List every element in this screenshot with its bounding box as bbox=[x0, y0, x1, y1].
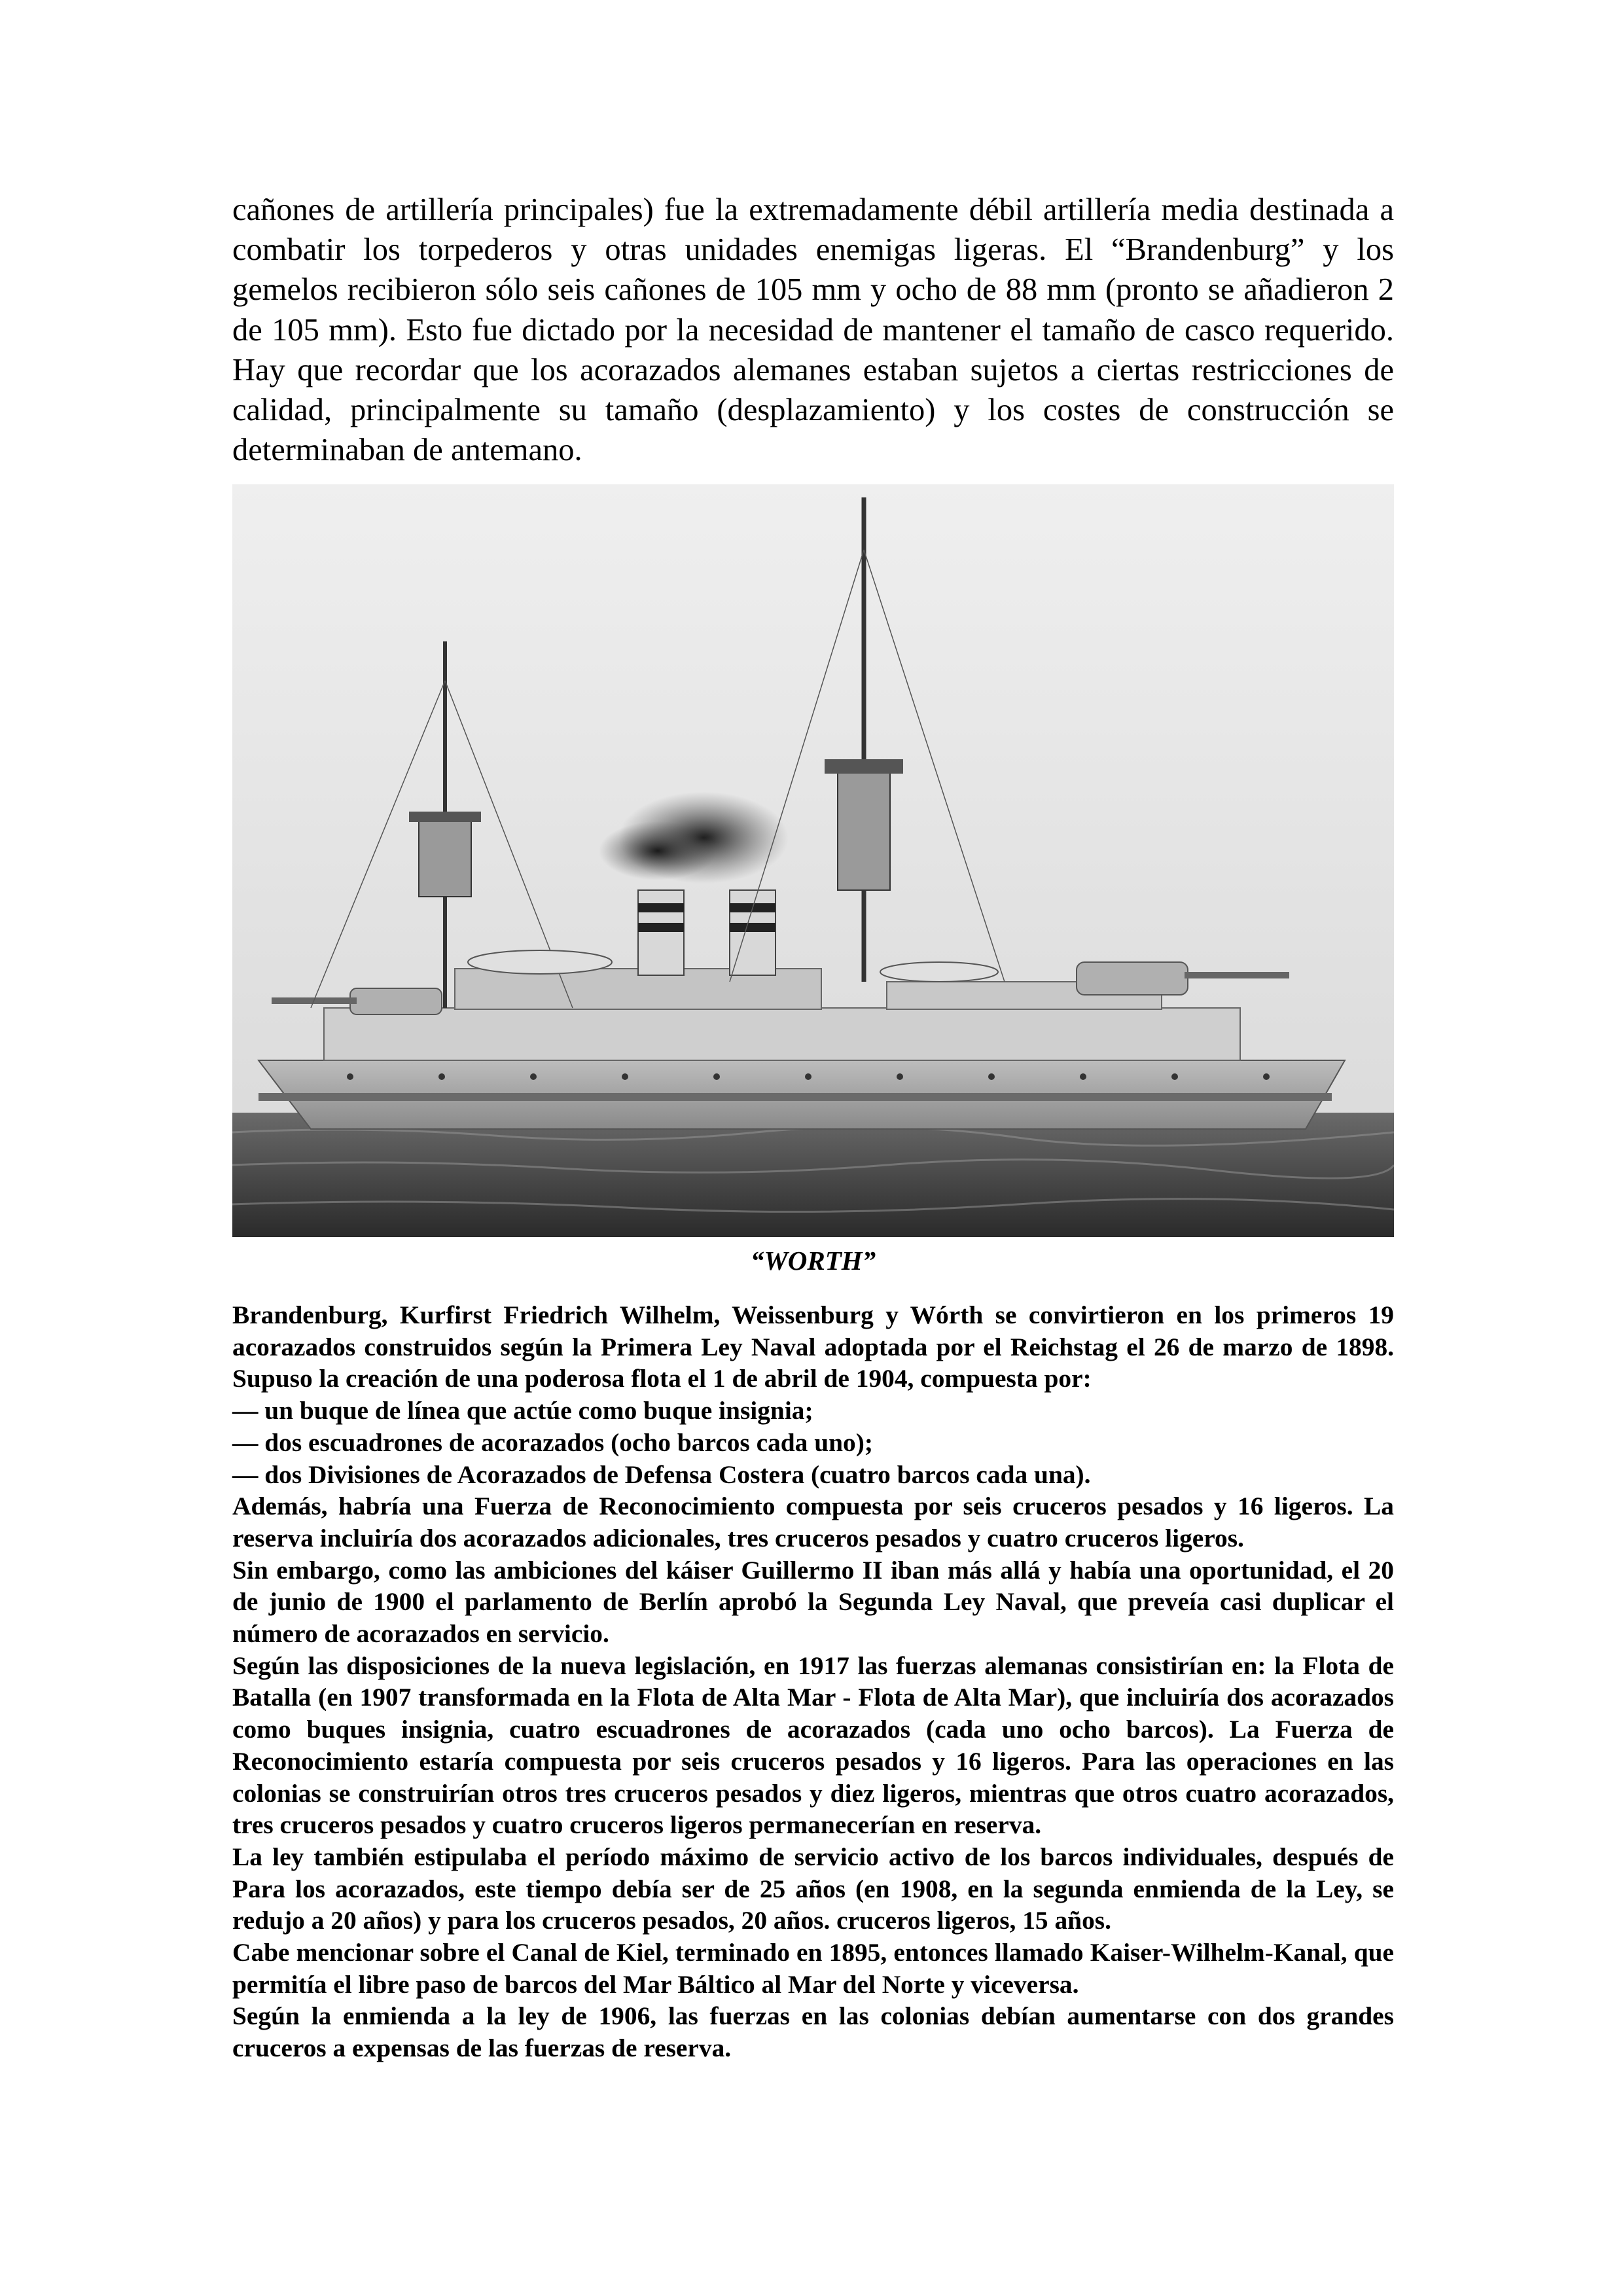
battleship-illustration bbox=[232, 484, 1394, 1237]
list-item: — dos escuadrones de acorazados (ocho barcos cada uno); bbox=[232, 1427, 873, 1457]
funnel-fore bbox=[730, 890, 776, 975]
list-item: — un buque de línea que actúe como buque insignia; bbox=[232, 1396, 813, 1426]
paragraph: Además, habría una Fuerza de Reconocimiento compuesta por seis cruceros pesados y 16 ligeros. La reserva incluiría dos acorazados adicionales, tres cruceros pesados y cuatro cruceros ligeros. bbox=[232, 1492, 1394, 1552]
paragraph: Sin embargo, como las ambiciones del káiser Guillermo II iban más allá y había una oportunidad, el 20 de junio de 1900 el parlamento de Berlín aprobó la Segunda Ley Naval, que preveía casi duplicar el número de acorazados en servicio. bbox=[232, 1555, 1394, 1649]
battleship-photo bbox=[232, 484, 1394, 1237]
superstructure bbox=[324, 1008, 1240, 1060]
list-item: — dos Divisiones de Acorazados de Defensa Costera (cuatro barcos cada una). bbox=[232, 1460, 1091, 1489]
paragraph: Según las disposiciones de la nueva legislación, en 1917 las fuerzas alemanas consistirían en: la Flota de Batalla (en 1907 transformada en la Flota de Alta Mar - Flota de Alta Mar), que incluiría dos acorazados como buques insignia, cuatro escuadrones de acorazados (cada uno ocho barcos). La Fuerza de Reconocimiento estaría compuesta por seis cruceros pesados y 16 ligeros. Para las operaciones en las colonias se construirían otros tres cruceros pesados y diez ligeros, mientras que otros cuatro acorazados, tres cruceros pesados y cuatro cruceros ligeros permanecerían en reserva. bbox=[232, 1651, 1394, 1840]
aft-turret bbox=[350, 988, 442, 1014]
fore-turret bbox=[1077, 962, 1188, 995]
paragraph: La ley también estipulaba el período máximo de servicio activo de los barcos individuales, después de Para los acorazados, este tiempo debía ser de 25 años (en 1908, en la segunda enmienda de la Ley, se redujo a 20 años) y para los cruceros pesados, 20 años. cruceros ligeros, 15 años. bbox=[232, 1842, 1394, 1935]
paragraph: Cabe mencionar sobre el Canal de Kiel, terminado en 1895, entonces llamado Kaiser-Wilhelm-Kanal, que permitía el libre paso de barcos del Mar Báltico al Mar del Norte y viceversa. bbox=[232, 1938, 1394, 1999]
body-text bbox=[232, 1299, 1394, 2064]
photo-caption: “WORTH” bbox=[750, 1246, 876, 1276]
paragraph: Brandenburg, Kurfirst Friedrich Wilhelm, Weissenburg y Wórth se convirtieron en los primeros 19 acorazados construidos según la Primera Ley Naval adoptada por el Reichstag el 26 de marzo de 1898. Supuso la creación de una poderosa flota el 1 de abril de 1904, compuesta por: bbox=[232, 1300, 1394, 1393]
funnel-aft bbox=[638, 890, 684, 975]
intro-paragraph: cañones de artillería principales) fue la extremadamente débil artillería media destinada a combatir los torpederos y otras unidades enemigas ligeras. El “Brandenburg” y los gemelos recibieron sólo seis cañones de 105 mm y ocho de 88 mm (pronto se añadieron 2 de 105 mm). Esto fue dictado por la necesidad de mantener el tamaño de casco requerido. Hay que recordar que los acorazados alemanes estaban sujetos a ciertas restricciones de calidad, principalmente su tamaño (desplazamiento) y los costes de construcción se determinaban de antemano. bbox=[232, 192, 1394, 468]
paragraph: Según la enmienda a la ley de 1906, las fuerzas en las colonias debían aumentarse con dos grandes cruceros a expensas de las fuerzas de reserva. bbox=[232, 2001, 1394, 2063]
